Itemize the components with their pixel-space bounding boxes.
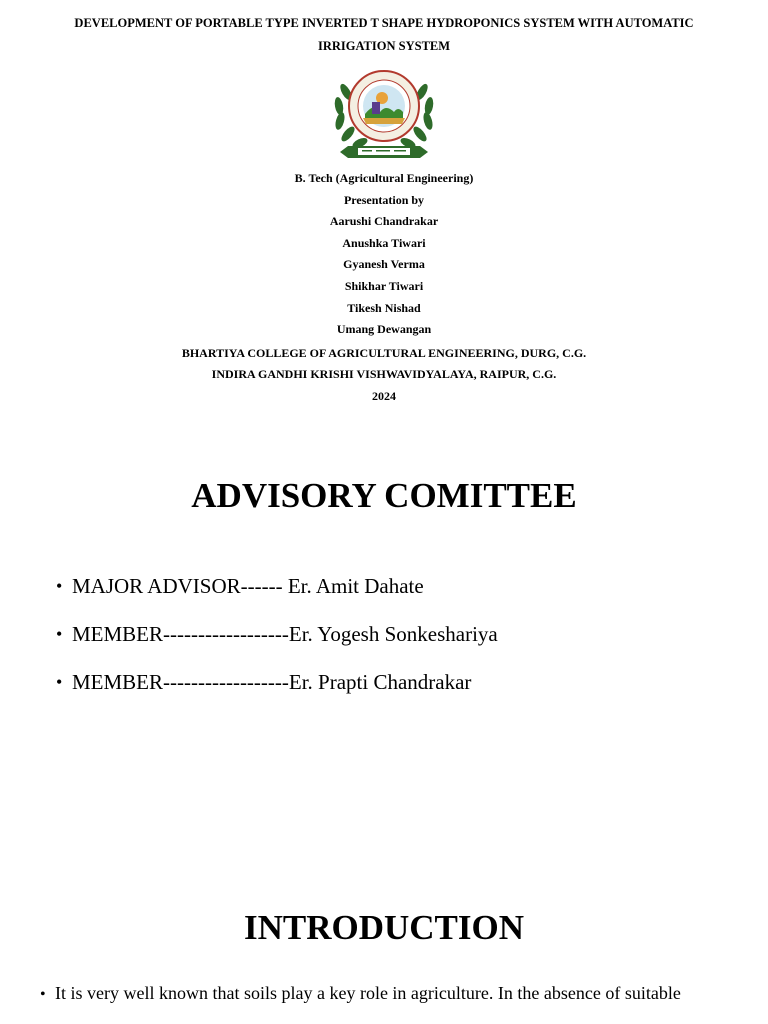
- committee-member: MEMBER------------------Er. Yogesh Sonkeshariya: [72, 622, 498, 646]
- bullet-icon: •: [56, 672, 63, 692]
- committee-member: MAJOR ADVISOR------ Er. Amit Dahate: [72, 574, 424, 598]
- presenter-name: Aarushi Chandrakar: [329, 214, 439, 229]
- slide-heading: ADVISORY COMITTEE: [191, 476, 577, 515]
- year: 2024: [372, 388, 396, 403]
- university-emblem-icon: [324, 62, 444, 162]
- presented-by-line: Presentation by: [343, 192, 425, 207]
- project-title-line-2: IRRIGATION SYSTEM: [317, 39, 451, 53]
- list-item: [56, 562, 768, 610]
- presenter-name: Anushka Tiwari: [342, 235, 426, 250]
- slide-heading: INTRODUCTION: [243, 908, 525, 947]
- introduction-slide: [0, 902, 768, 1024]
- list-item: [56, 610, 768, 658]
- degree-line: B. Tech (Agricultural Engineering): [294, 171, 474, 185]
- list-item: [40, 979, 740, 1009]
- presenter-name: Shikhar Tiwari: [344, 278, 424, 293]
- introduction-list: [40, 979, 740, 1009]
- bullet-icon: •: [40, 986, 46, 1003]
- presenter-name: Gyanesh Verma: [343, 257, 425, 272]
- university-name: INDIRA GANDHI KRISHI VISHWAVIDYALAYA, RAIPUR, C.G.: [211, 367, 557, 382]
- title-slide: [0, 0, 768, 410]
- project-title-line-1: DEVELOPMENT OF PORTABLE TYPE INVERTED T SHAPE HYDROPONICS SYSTEM WITH AUTOMATIC: [74, 16, 694, 30]
- bullet-icon: •: [56, 576, 63, 596]
- college-name: BHARTIYA COLLEGE OF AGRICULTURAL ENGINEERING, DURG, C.G.: [181, 345, 587, 360]
- list-item: [56, 658, 768, 706]
- presenter-name: Umang Dewangan: [336, 322, 432, 337]
- project-title: [54, 12, 714, 58]
- committee-member: MEMBER------------------Er. Prapti Chandrakar: [72, 670, 472, 694]
- presenter-name: Tikesh Nishad: [347, 300, 421, 315]
- introduction-text: It is very well known that soils play a key role in agriculture. In the absence of suitable: [55, 983, 681, 1003]
- committee-list: [56, 562, 768, 706]
- bullet-icon: •: [56, 624, 63, 644]
- advisory-committee-slide: [0, 470, 768, 720]
